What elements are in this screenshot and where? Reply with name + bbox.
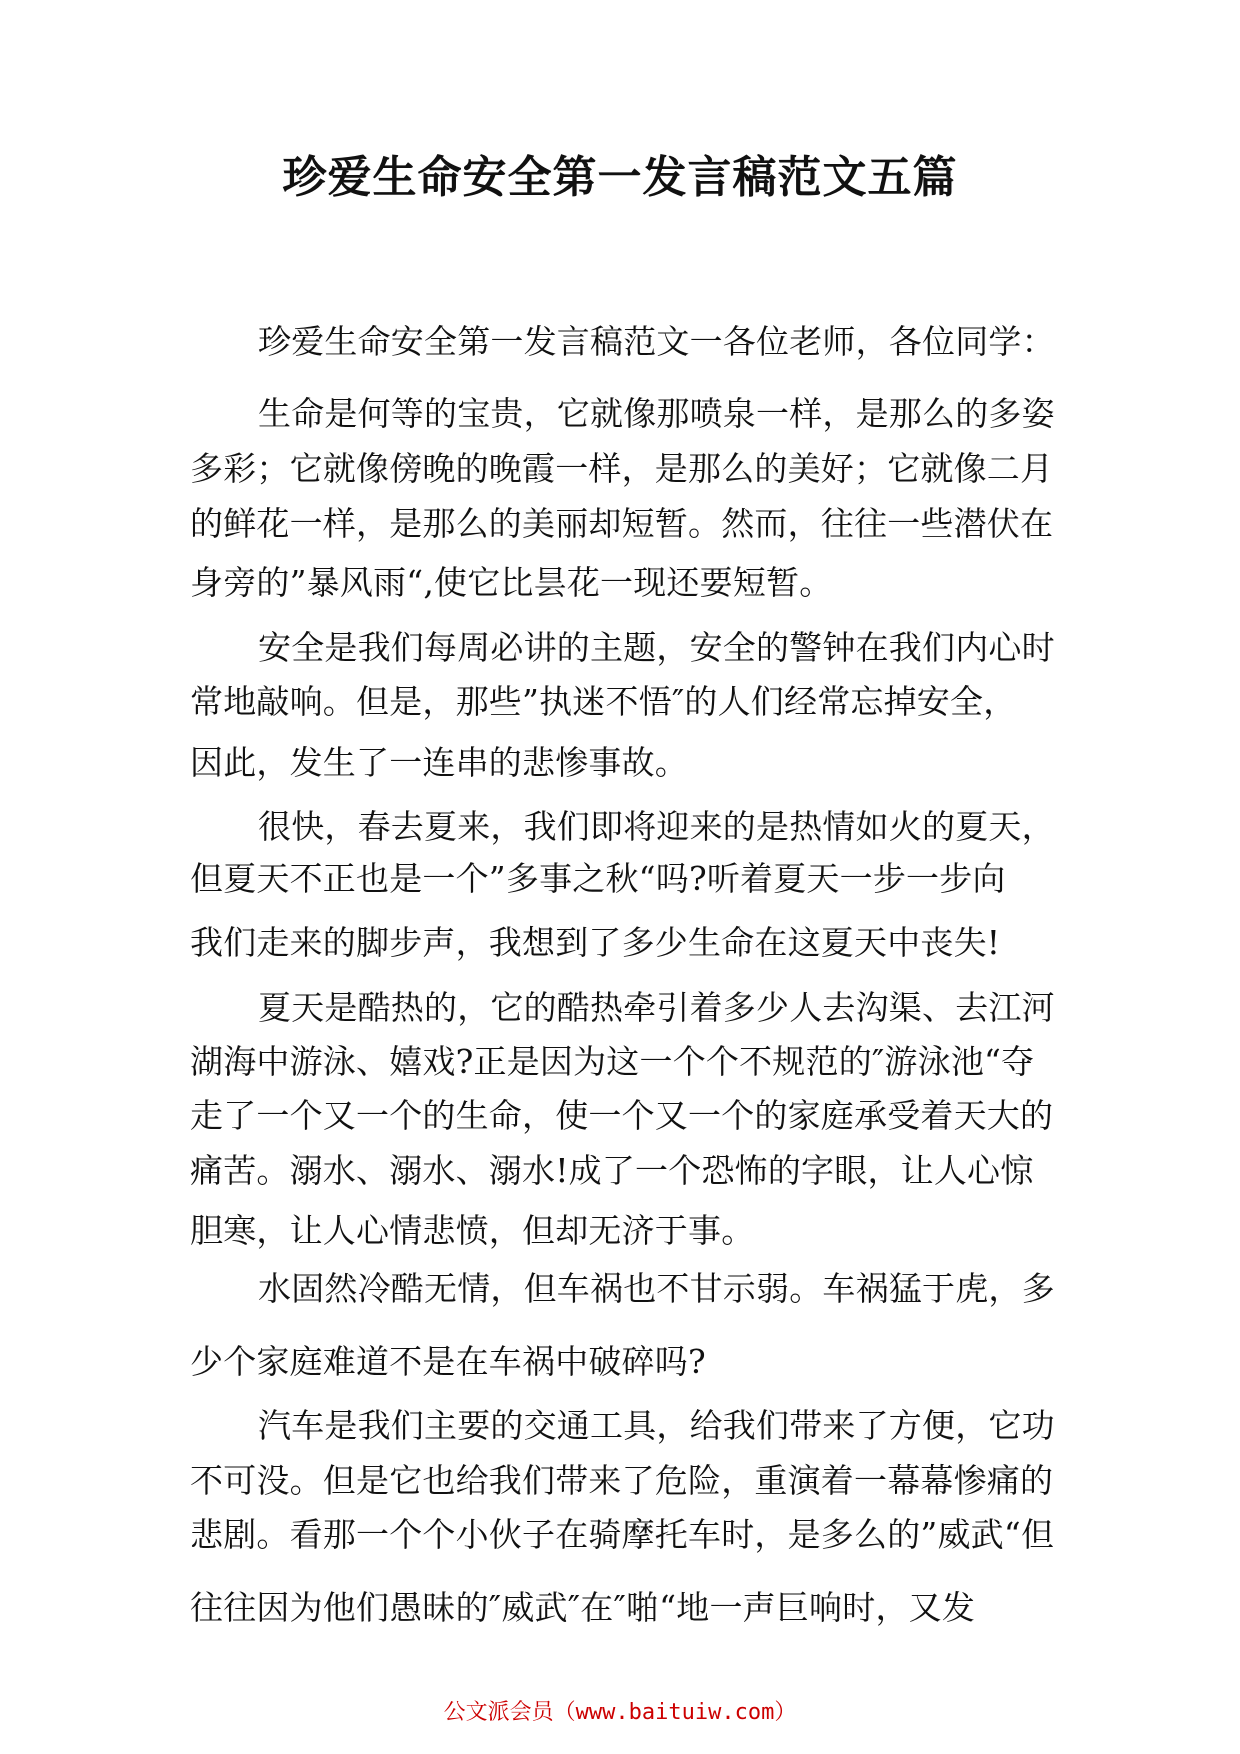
paragraph-line: 悲剧。看那一个个小伙子在骑摩托车时，是多么的”威武“但 [190, 1515, 1055, 1554]
paragraph-line: 因此，发生了一连串的悲惨事故。 [190, 743, 688, 782]
paragraph-line: 常地敲响。但是，那些”执迷不悟″的人们经常忘掉安全， [190, 682, 1017, 721]
paragraph-line: 多彩；它就像傍晚的晚霞一样，是那么的美好；它就像二月 [190, 449, 1054, 488]
paragraph-line: 珍爱生命安全第一发言稿范文一各位老师，各位同学： [258, 322, 1055, 361]
page-title: 珍爱生命安全第一发言稿范文五篇 [282, 152, 958, 203]
paragraph-line: 生命是何等的宝贵，它就像那喷泉一样，是那么的多姿 [258, 394, 1055, 433]
footer-watermark [0, 1698, 1240, 1728]
paragraph-line: 往往因为他们愚昧的″威武″在″啪“地一声巨响时，又发 [190, 1588, 976, 1627]
paragraph-line: 但夏天不正也是一个”多事之秋“吗?听着夏天一步一步向 [190, 859, 1006, 898]
footer-brand: 公文派会员 [443, 1700, 554, 1725]
paragraph-line: 少个家庭难道不是在车祸中破碎吗? [190, 1342, 706, 1381]
paragraph-line: 的鲜花一样，是那么的美丽却短暂。然而，往往一些潜伏在 [190, 504, 1054, 543]
paragraph-line: 走了一个又一个的生命，使一个又一个的家庭承受着天大的 [190, 1096, 1054, 1135]
paragraph-line: 我们走来的脚步声，我想到了多少生命在这夏天中丧失! [190, 923, 1001, 962]
paragraph-line: 身旁的”暴风雨“,使它比昙花一现还要短暂。 [190, 563, 833, 602]
paragraph-line: 夏天是酷热的，它的酷热牵引着多少人去沟渠、去江河 [258, 988, 1055, 1027]
paragraph-line: 湖海中游泳、嬉戏?正是因为这一个个不规范的″游泳池“夺 [190, 1042, 1035, 1081]
footer-site-link[interactable]: （www.baituiw.com） [553, 1700, 797, 1725]
paragraph-line: 痛苦。溺水、溺水、溺水!成了一个恐怖的字眼，让人心惊 [190, 1151, 1034, 1190]
paragraph-line: 水固然冷酷无情，但车祸也不甘示弱。车祸猛于虎，多 [258, 1269, 1055, 1308]
paragraph-line: 很快，春去夏来，我们即将迎来的是热情如火的夏天， [258, 807, 1055, 846]
paragraph-line: 汽车是我们主要的交通工具，给我们带来了方便，它功 [258, 1406, 1055, 1445]
paragraph-line: 不可没。但是它也给我们带来了危险，重演着一幕幕惨痛的 [190, 1461, 1054, 1500]
paragraph-line: 胆寒，让人心情悲愤，但却无济于事。 [190, 1211, 755, 1250]
paragraph-line: 安全是我们每周必讲的主题，安全的警钟在我们内心时 [258, 628, 1055, 667]
